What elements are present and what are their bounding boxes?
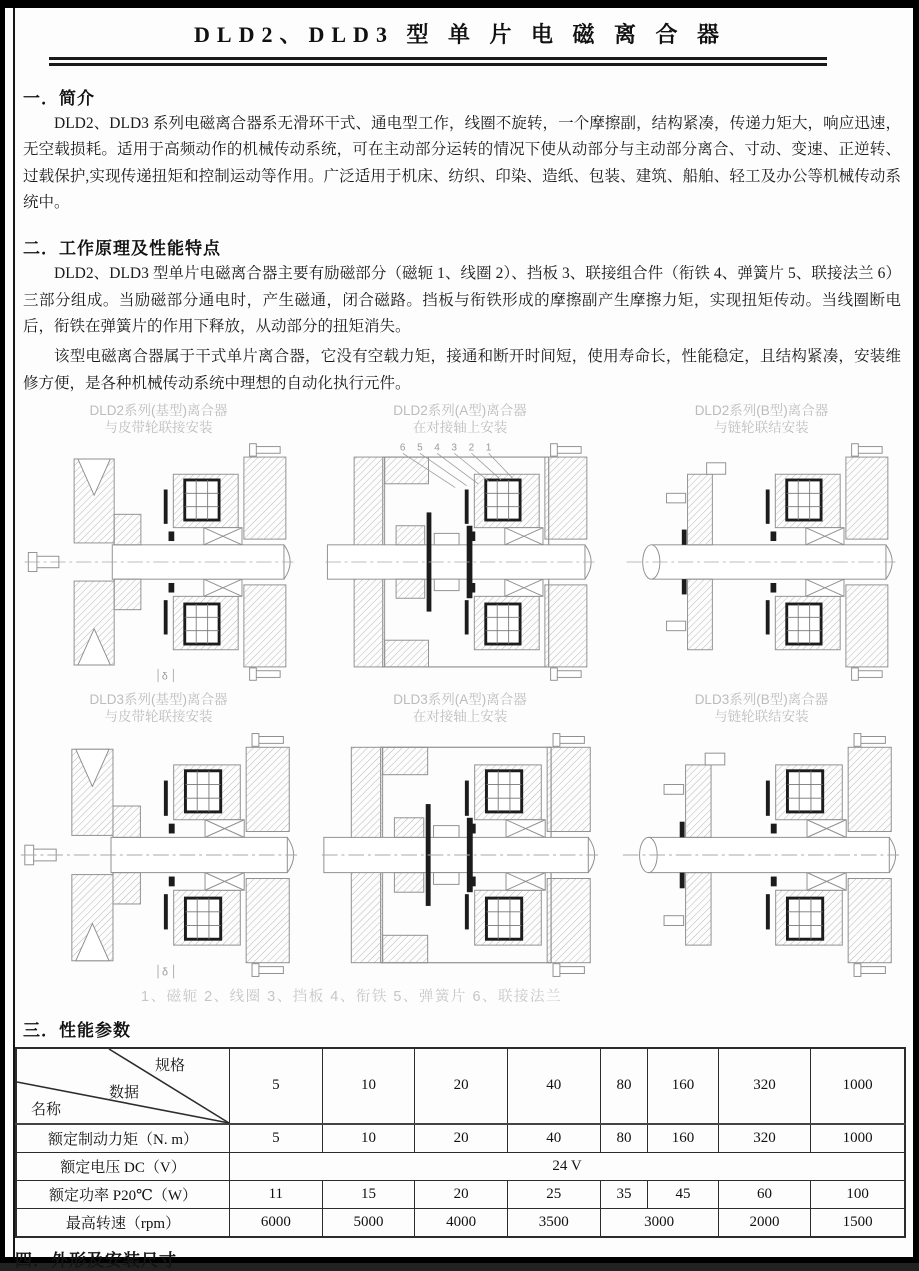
row-label: 额定制动力矩（N. m） (16, 1124, 230, 1153)
performance-table (15, 1047, 906, 1238)
figure-dld3-base (15, 692, 302, 983)
cell: 320 (718, 1124, 811, 1153)
document-title: DLD2、DLD3 型 单 片 电 磁 离 合 器 (194, 22, 726, 47)
row-label: 额定电压 DC（V） (16, 1152, 230, 1180)
figure-caption: DLD3系列(基型)离合器 与皮带轮联接安装 (89, 691, 228, 724)
table-diagonal-header-cell (16, 1048, 230, 1124)
figure-dld2-a (302, 403, 618, 686)
spec-column: 20 (415, 1048, 508, 1124)
table-row-torque (16, 1124, 905, 1153)
spec-column: 5 (230, 1048, 323, 1124)
title-divider (49, 57, 827, 66)
cell: 5000 (322, 1208, 415, 1237)
header-name-label: 名称 (31, 1101, 62, 1118)
cell: 1000 (811, 1124, 905, 1153)
section-2-paragraph-1: DLD2、DLD3 型单片电磁离合器主要有励磁部分（磁轭 1、线圈 2）、挡板 3、联接组合件（衔铁 4、弹簧片 5、联接法兰 6）三部分组成。当励磁部分通电时，产生磁通，闭合磁路。挡板与衔铁形成的摩擦副产生摩擦力矩，实现扭矩传动。当线圈断电后，衔铁在弹簧片的作用下释放，从动部分的扭矩消失。 (23, 265, 901, 336)
svg-text:δ: δ (161, 966, 168, 979)
spec-column: 80 (600, 1048, 648, 1124)
figure-caption: DLD2系列(A型)离合器 在对接轴上安装 (393, 403, 527, 435)
cell: 100 (811, 1180, 905, 1208)
row-label: 额定功率 P20℃（W） (16, 1180, 230, 1208)
figure-dld2-base (15, 403, 302, 686)
header-data-label: 数据 (109, 1084, 140, 1101)
cell: 60 (718, 1180, 811, 1208)
clutch-cross-section-drawing-pulley (15, 727, 302, 983)
spec-column: 320 (718, 1048, 811, 1124)
section-4-heading: 四．外形及安装尺寸 (15, 1250, 177, 1270)
header-spec-label: 规格 (154, 1057, 185, 1074)
cell: 11 (230, 1180, 323, 1208)
figure-dld3-b (618, 692, 905, 983)
figure-dld3-a (302, 692, 618, 983)
clutch-cross-section-drawing-coupling (302, 438, 618, 686)
spec-column: 160 (648, 1048, 718, 1124)
clutch-cross-section-drawing-coupling (302, 727, 618, 983)
cell: 20 (415, 1124, 508, 1153)
svg-text:6: 6 (399, 442, 406, 454)
document-page (5, 8, 913, 1270)
cell: 20 (415, 1180, 508, 1208)
section-1-heading: 一．简介 (23, 89, 95, 108)
clutch-cross-section-drawing-sprocket (618, 438, 905, 686)
figure-dld2-b (618, 403, 905, 686)
cell-speed-merged: 3000 (600, 1208, 718, 1237)
figure-row-1 (15, 403, 905, 686)
spec-column: 1000 (811, 1048, 905, 1124)
clutch-cross-section-drawing-sprocket (618, 727, 905, 983)
cell: 45 (648, 1180, 718, 1208)
spec-column: 10 (322, 1048, 415, 1124)
section-2-paragraph-2: 该型电磁离合器属于干式单片离合器，它没有空载力矩，接通和断开时间短，使用寿命长，性能稳定，且结构紧凑，安装维修方便，是各种机械传动系统中理想的自动化执行元件。 (23, 348, 901, 392)
table-header-row (16, 1048, 905, 1124)
svg-text:5: 5 (417, 442, 423, 454)
svg-text:3: 3 (451, 442, 457, 454)
svg-text:2: 2 (468, 442, 475, 454)
row-label: 最高转速（rpm） (16, 1208, 230, 1237)
svg-text:1: 1 (485, 442, 492, 454)
figure-caption: DLD2系列(B型)离合器 与链轮联结安装 (694, 403, 829, 435)
section-1-paragraph: DLD2、DLD3 系列电磁离合器系无滑环干式、通电型工作，线圈不旋转，一个摩擦副，结构紧凑，传递力矩大，响应迅速，无空载损耗。适用于高频动作的机械传动系统，可在主动部分运转的情况下使从动部分与主动部分离合、寸动、变速、正逆转、过载保护,实现传递扭矩和控制运动等作用。广泛适用于机床、纺织、印染、造纸、包装、建筑、船舶、轻工及办公等机械传动系统中。 (23, 115, 901, 212)
clutch-cross-section-drawing-pulley (15, 438, 302, 686)
figure-caption: DLD3系列(A型)离合器 在对接轴上安装 (393, 691, 527, 724)
cell-voltage-merged: 24 V (230, 1152, 906, 1180)
svg-text:δ: δ (161, 671, 168, 683)
cell: 3500 (507, 1208, 600, 1237)
cell: 15 (322, 1180, 415, 1208)
cell: 160 (648, 1124, 718, 1153)
figure-caption: DLD2系列(基型)离合器 与皮带轮联接安装 (89, 403, 228, 435)
figure-row-2 (15, 692, 905, 983)
table-row-speed (16, 1208, 905, 1237)
section-3-heading: 三．性能参数 (23, 1020, 131, 1040)
spec-column: 40 (507, 1048, 600, 1124)
cell: 5 (230, 1124, 323, 1153)
table-row-voltage (16, 1152, 905, 1180)
svg-text:4: 4 (434, 442, 440, 454)
cell: 80 (600, 1124, 648, 1153)
cell: 40 (507, 1124, 600, 1153)
cell: 2000 (718, 1208, 811, 1237)
cell: 10 (322, 1124, 415, 1153)
section-2-heading: 二．工作原理及性能特点 (23, 239, 221, 259)
table-row-power (16, 1180, 905, 1208)
cell: 4000 (415, 1208, 508, 1237)
figure-caption: DLD3系列(B型)离合器 与链轮联结安装 (694, 691, 829, 724)
cell: 25 (507, 1180, 600, 1208)
figure-parts-legend: 1、磁轭 2、线圈 3、挡板 4、衔铁 5、弹簧片 6、联接法兰 (141, 988, 563, 1005)
cell: 35 (600, 1180, 648, 1208)
cell: 1500 (811, 1208, 905, 1237)
cell: 6000 (230, 1208, 323, 1237)
